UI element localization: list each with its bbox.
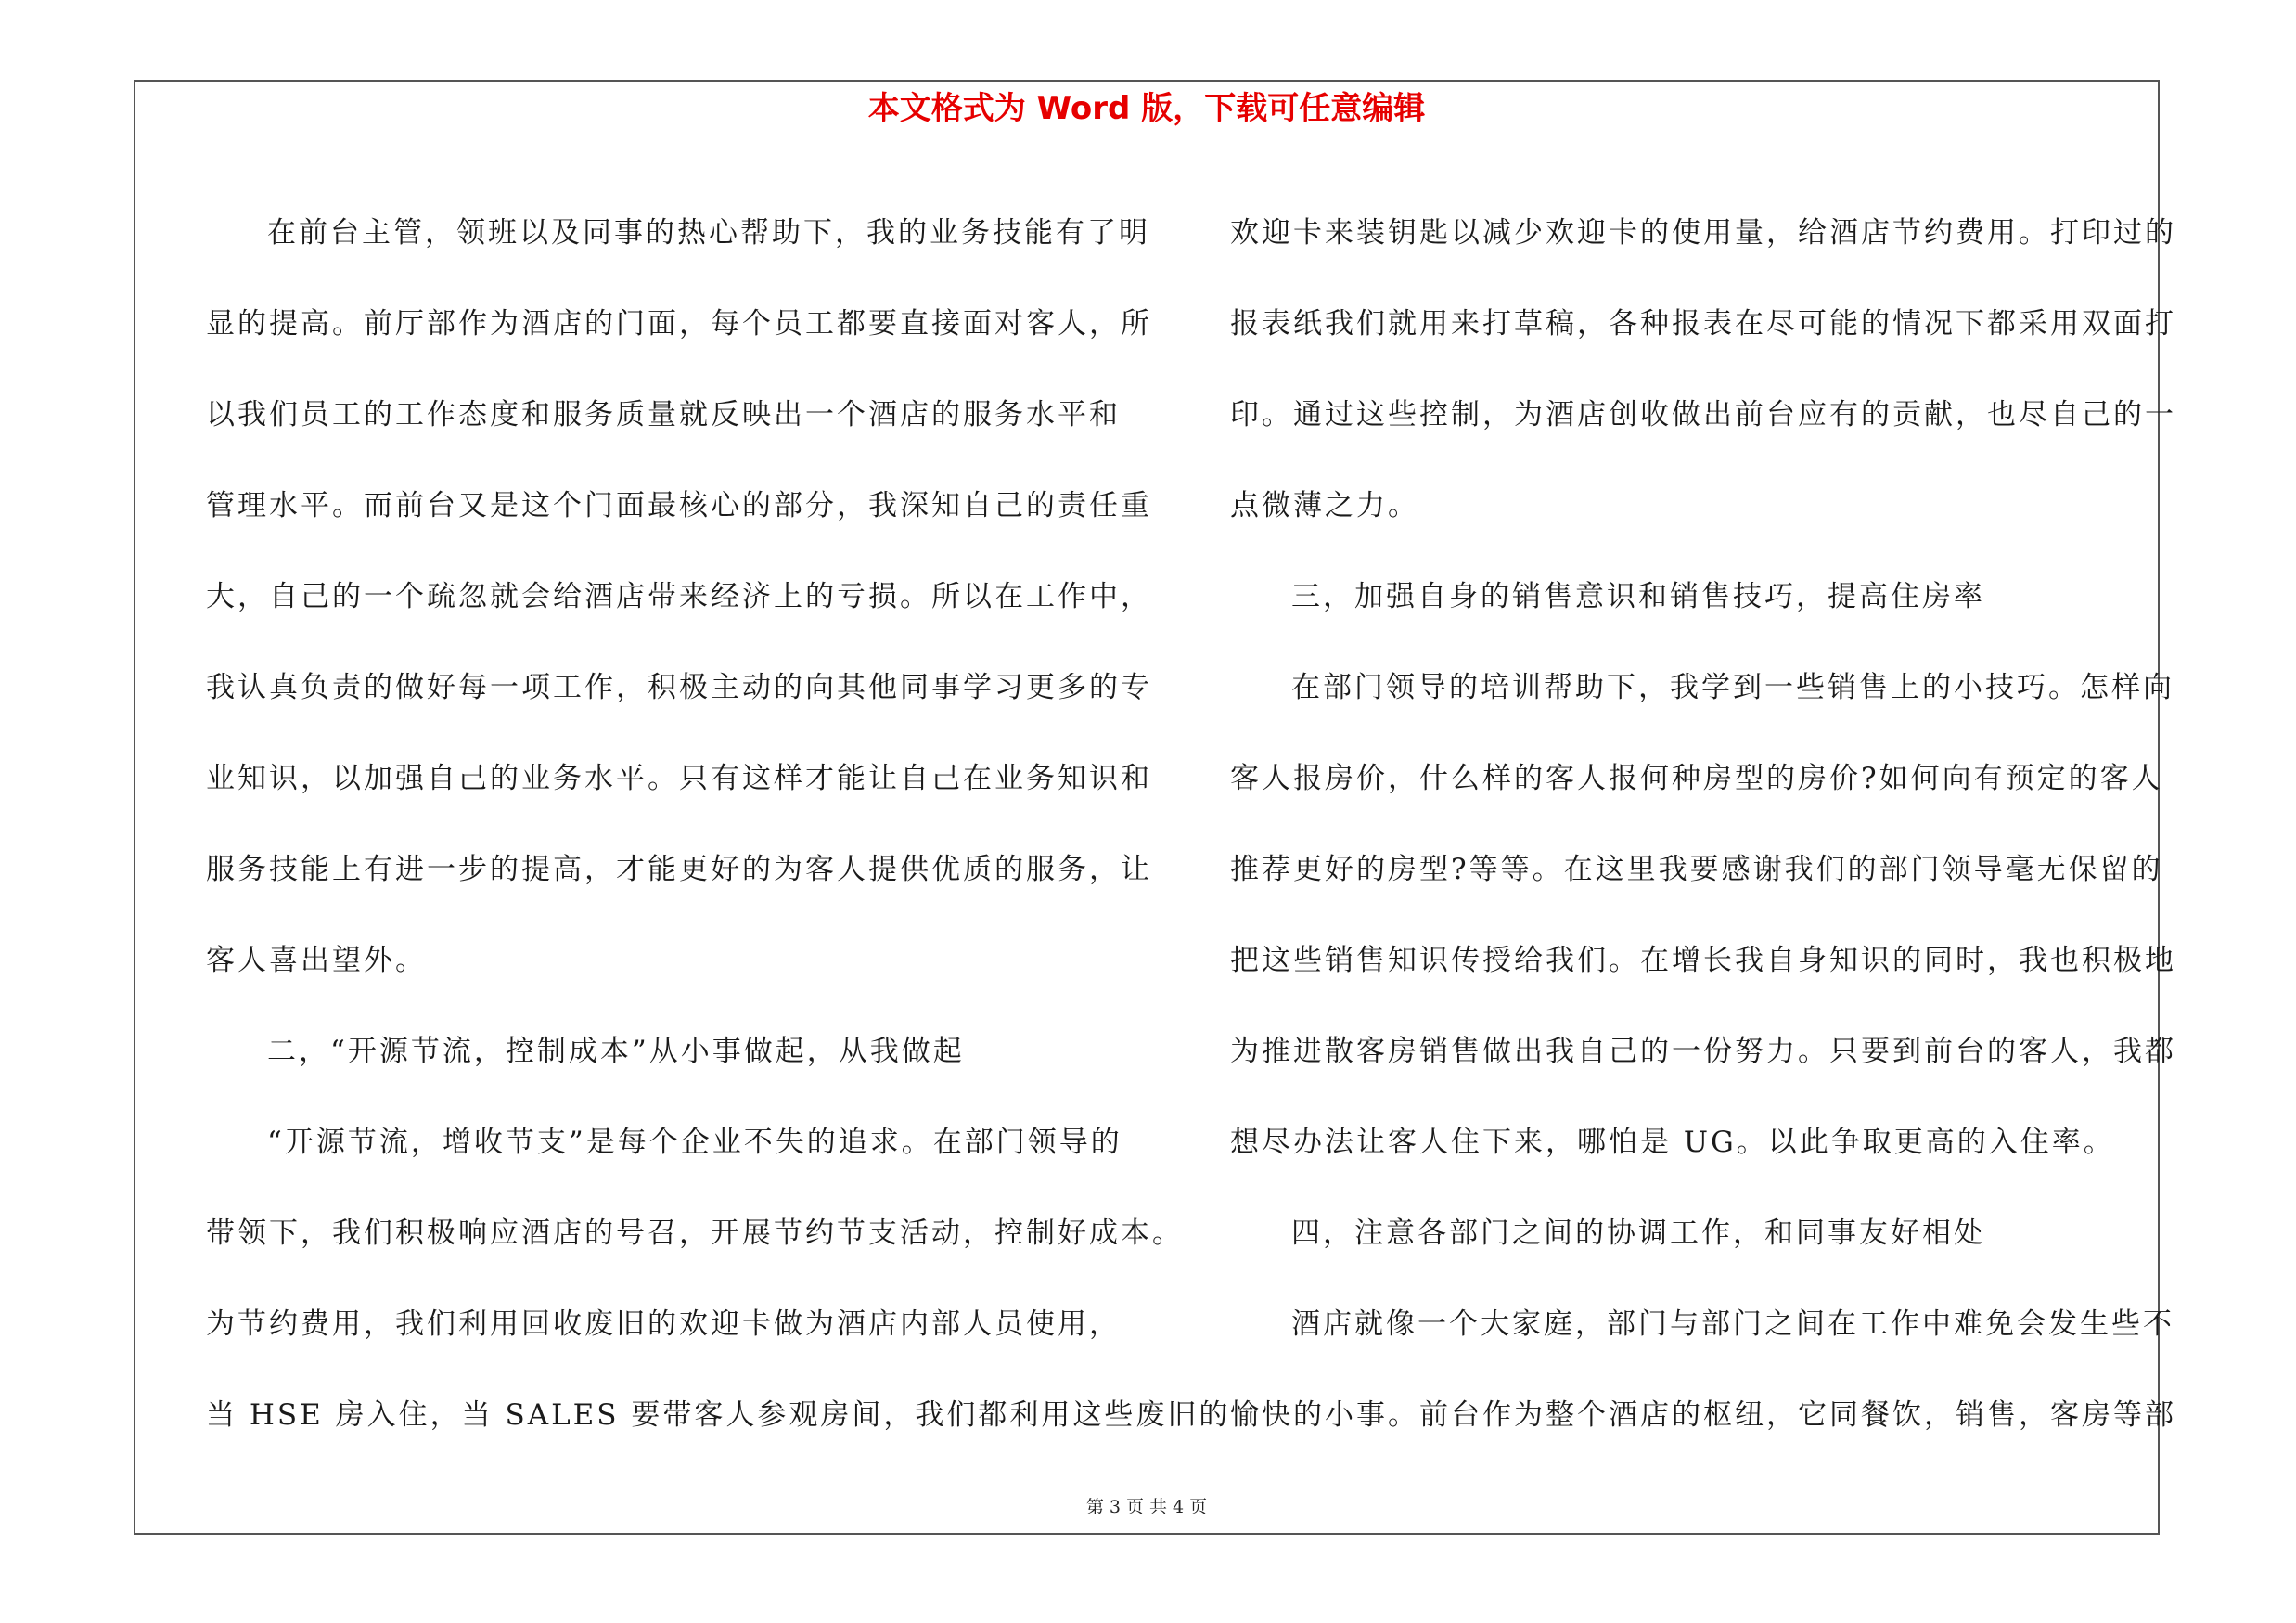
- text-line: 欢迎卡来装钥匙以减少欢迎卡的使用量，给酒店节约费用。打印过的: [1230, 216, 2176, 250]
- paragraph: [1230, 1188, 2174, 1279]
- text-line: 显的提高。前厅部作为酒店的门面，每个员工都要直接面对客人，所: [206, 307, 1152, 341]
- text-line: 服务技能上有进一步的提高，才能更好的为客人提供优质的服务，让: [206, 853, 1152, 886]
- text-line: 客人报房价，什么样的客人报何种房型的房价?如何向有预定的客人: [1230, 762, 2163, 795]
- text-line: 管理水平。而前台又是这个门面最核心的部分，我深知自己的责任重: [206, 489, 1152, 522]
- text-line: 想尽办法让客人住下来，哪怕是 UG。以此争取更高的入住率。: [1230, 1126, 2115, 1159]
- paragraph: [1230, 1279, 2174, 1461]
- format-notice-banner: 本文格式为 Word 版，下载可任意编辑: [867, 90, 1426, 127]
- text-line: 以我们员工的工作态度和服务质量就反映出一个酒店的服务水平和: [206, 398, 1121, 432]
- text-line: 客人喜出望外。: [206, 944, 427, 977]
- text-line: 三，加强自身的销售意识和销售技巧，提高住房率: [1291, 580, 1985, 613]
- text-line: 为推进散客房销售做出我自己的一份努力。只要到前台的客人，我都: [1230, 1035, 2176, 1068]
- text-line: 为节约费用，我们利用回收废旧的欢迎卡做为酒店内部人员使用，: [206, 1307, 1121, 1341]
- text-line: 带领下，我们积极响应酒店的号召，开展节约节支活动，控制好成本。: [206, 1217, 1184, 1250]
- text-line: 推荐更好的房型?等等。在这里我要感谢我们的部门领导毫无保留的: [1230, 853, 2163, 886]
- text-line: 点微薄之力。: [1230, 489, 1419, 522]
- text-line: 我认真负责的做好每一项工作，积极主动的向其他同事学习更多的专: [206, 671, 1152, 704]
- text-line: 愉快的小事。前台作为整个酒店的枢纽，它同餐饮，销售，客房等部: [1230, 1398, 2176, 1432]
- right-text-column: [1230, 187, 2174, 1461]
- text-line: 业知识，以加强自己的业务水平。只有这样才能让自己在业务知识和: [206, 762, 1152, 795]
- text-line: 在前台主管，领班以及同事的热心帮助下，我的业务技能有了明: [267, 216, 1150, 250]
- text-line: 印。通过这些控制，为酒店创收做出前台应有的贡献，也尽自己的一: [1230, 398, 2176, 432]
- paragraph: [1230, 551, 2174, 642]
- text-line: 报表纸我们就用来打草稿，各种报表在尽可能的情况下都采用双面打: [1230, 307, 2176, 341]
- text-line: 四，注意各部门之间的协调工作，和同事友好相处: [1291, 1217, 1985, 1250]
- left-text-column: [206, 187, 1231, 1461]
- paragraph: [206, 1097, 1231, 1461]
- text-line: 酒店就像一个大家庭，部门与部门之间在工作中难免会发生些不: [1291, 1307, 2174, 1341]
- text-line: 把这些销售知识传授给我们。在增长我自身知识的同时，我也积极地: [1230, 944, 2176, 977]
- text-line: “开源节流，增收节支”是每个企业不失的追求。在部门领导的: [267, 1126, 1122, 1159]
- text-line: 二，“开源节流，控制成本”从小事做起，从我做起: [267, 1035, 965, 1068]
- page-footer: 第 3 页 共 4 页: [1085, 1497, 1208, 1517]
- paragraph: [1230, 187, 2174, 551]
- paragraph: [206, 1006, 1148, 1097]
- text-line: 大，自己的一个疏忽就会给酒店带来经济上的亏损。所以在工作中，: [206, 580, 1152, 613]
- text-line: 在部门领导的培训帮助下，我学到一些销售上的小技巧。怎样向: [1291, 671, 2174, 704]
- text-line: 当 HSE 房入住，当 SALES 要带客人参观房间，我们都利用这些废旧的: [206, 1398, 1231, 1432]
- paragraph: [206, 187, 1152, 1006]
- paragraph: [1230, 642, 2174, 1188]
